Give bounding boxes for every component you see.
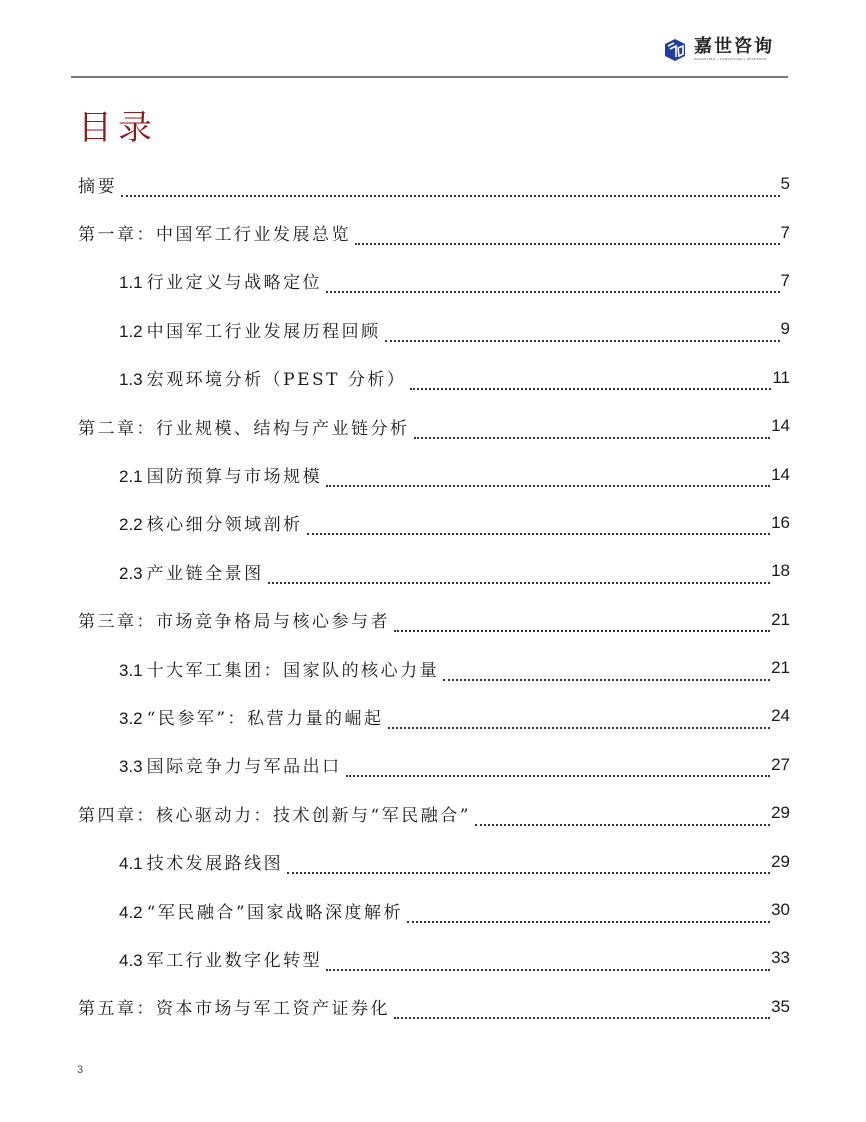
toc-entry[interactable]	[78, 499, 790, 547]
dot-leader	[346, 758, 770, 777]
dot-leader	[268, 565, 770, 584]
header-divider	[71, 76, 788, 78]
dot-leader	[326, 468, 770, 487]
toc-entry-label: 核心细分领域剖析	[146, 515, 303, 536]
toc-entry-label: 宏观环境分析（PEST 分析）	[146, 370, 407, 391]
toc-entry[interactable]	[78, 160, 790, 208]
toc-entry-page: 33	[771, 948, 790, 968]
dot-leader	[475, 807, 770, 826]
toc-entry-page: 7	[780, 270, 790, 290]
toc-entry-label: 第五章：资本市场与军工资产证券化	[78, 999, 390, 1020]
dot-leader	[355, 226, 780, 245]
toc-entry[interactable]	[78, 692, 790, 740]
toc-entry-page: 30	[771, 900, 790, 920]
toc-entry[interactable]	[78, 886, 790, 934]
table-of-contents	[78, 160, 790, 1031]
toc-entry[interactable]	[78, 983, 790, 1031]
toc-entry-page: 24	[771, 706, 790, 726]
toc-entry-label: 摘要	[78, 176, 117, 197]
dot-leader	[326, 274, 779, 293]
toc-entry[interactable]	[78, 837, 790, 885]
toc-entry-label: 第一章：中国军工行业发展总览	[78, 225, 351, 246]
toc-entry-page: 11	[772, 367, 790, 387]
toc-entry-number: 4.1	[119, 854, 143, 874]
toc-entry-label: 国防预算与市场规模	[146, 467, 323, 488]
toc-entry-page: 21	[771, 658, 790, 678]
toc-entry-number: 3.3	[119, 757, 143, 777]
toc-entry-label: 第三章：市场竞争格局与核心参与者	[78, 612, 390, 633]
toc-entry-page: 14	[771, 416, 790, 436]
logo-name: 嘉世咨询	[694, 36, 774, 57]
toc-entry[interactable]	[78, 547, 790, 595]
toc-entry-page: 27	[771, 754, 790, 774]
toc-entry-page: 18	[771, 561, 790, 581]
toc-entry-label: 行业定义与战略定位	[146, 273, 323, 294]
toc-entry-label: 中国军工行业发展历程回顾	[146, 321, 381, 342]
toc-entry-number: 1.1	[119, 273, 143, 293]
toc-entry[interactable]	[78, 789, 790, 837]
dot-leader	[410, 371, 771, 390]
dot-leader	[414, 420, 771, 439]
toc-entry-page: 7	[780, 222, 790, 242]
toc-entry[interactable]	[78, 450, 790, 498]
toc-entry-page: 29	[771, 803, 790, 823]
toc-entry-label: 国际竞争力与军品出口	[146, 757, 342, 778]
toc-title: 目录	[78, 108, 158, 148]
page-number: 3	[77, 1064, 84, 1076]
toc-entry-label: 十大军工集团：国家队的核心力量	[146, 660, 440, 681]
logo-cube-icon	[664, 38, 686, 62]
toc-entry-page: 29	[771, 851, 790, 871]
toc-entry-number: 4.3	[119, 950, 143, 970]
dot-leader	[385, 323, 780, 342]
toc-entry-number: 1.3	[119, 370, 143, 390]
dot-leader	[407, 904, 770, 923]
company-logo	[664, 37, 774, 62]
toc-entry-label: 军工行业数字化转型	[146, 950, 323, 971]
toc-entry[interactable]	[78, 354, 790, 402]
toc-entry[interactable]	[78, 644, 790, 692]
toc-entry-label: 第二章：行业规模、结构与产业链分析	[78, 418, 410, 439]
toc-entry-number: 3.2	[119, 708, 143, 728]
toc-entry[interactable]	[78, 208, 790, 256]
toc-entry-page: 5	[780, 174, 790, 194]
dot-leader	[307, 516, 770, 535]
dot-leader	[394, 613, 770, 632]
toc-entry-label: 产业链全景图	[146, 563, 264, 584]
toc-entry-page: 9	[780, 319, 790, 339]
toc-entry[interactable]	[78, 934, 790, 982]
dot-leader	[121, 178, 780, 197]
dot-leader	[287, 855, 770, 874]
logo-tagline: MARKETING | CONSULTING | RESEARCH	[694, 57, 767, 61]
toc-entry-label: “民参军”：私营力量的崛起	[146, 708, 384, 729]
toc-entry-number: 3.1	[119, 660, 143, 680]
toc-entry[interactable]	[78, 257, 790, 305]
toc-entry[interactable]	[78, 402, 790, 450]
toc-entry[interactable]	[78, 741, 790, 789]
dot-leader	[443, 662, 770, 681]
toc-entry-label: “军民融合”国家战略深度解析	[146, 902, 404, 923]
dot-leader	[388, 710, 771, 729]
toc-entry-page: 16	[771, 512, 790, 532]
toc-entry-number: 2.3	[119, 563, 143, 583]
dot-leader	[394, 1000, 770, 1019]
toc-entry-page: 35	[771, 996, 790, 1016]
toc-entry-label: 技术发展路线图	[146, 854, 284, 875]
toc-entry-label: 第四章：核心驱动力：技术创新与“军民融合”	[78, 805, 471, 826]
dot-leader	[326, 952, 770, 971]
toc-entry-number: 2.2	[119, 515, 143, 535]
toc-entry-page: 14	[771, 464, 790, 484]
toc-entry[interactable]	[78, 305, 790, 353]
toc-entry[interactable]	[78, 596, 790, 644]
toc-entry-page: 21	[771, 609, 790, 629]
toc-entry-number: 2.1	[119, 467, 143, 487]
toc-entry-number: 4.2	[119, 902, 143, 922]
toc-entry-number: 1.2	[119, 321, 143, 341]
